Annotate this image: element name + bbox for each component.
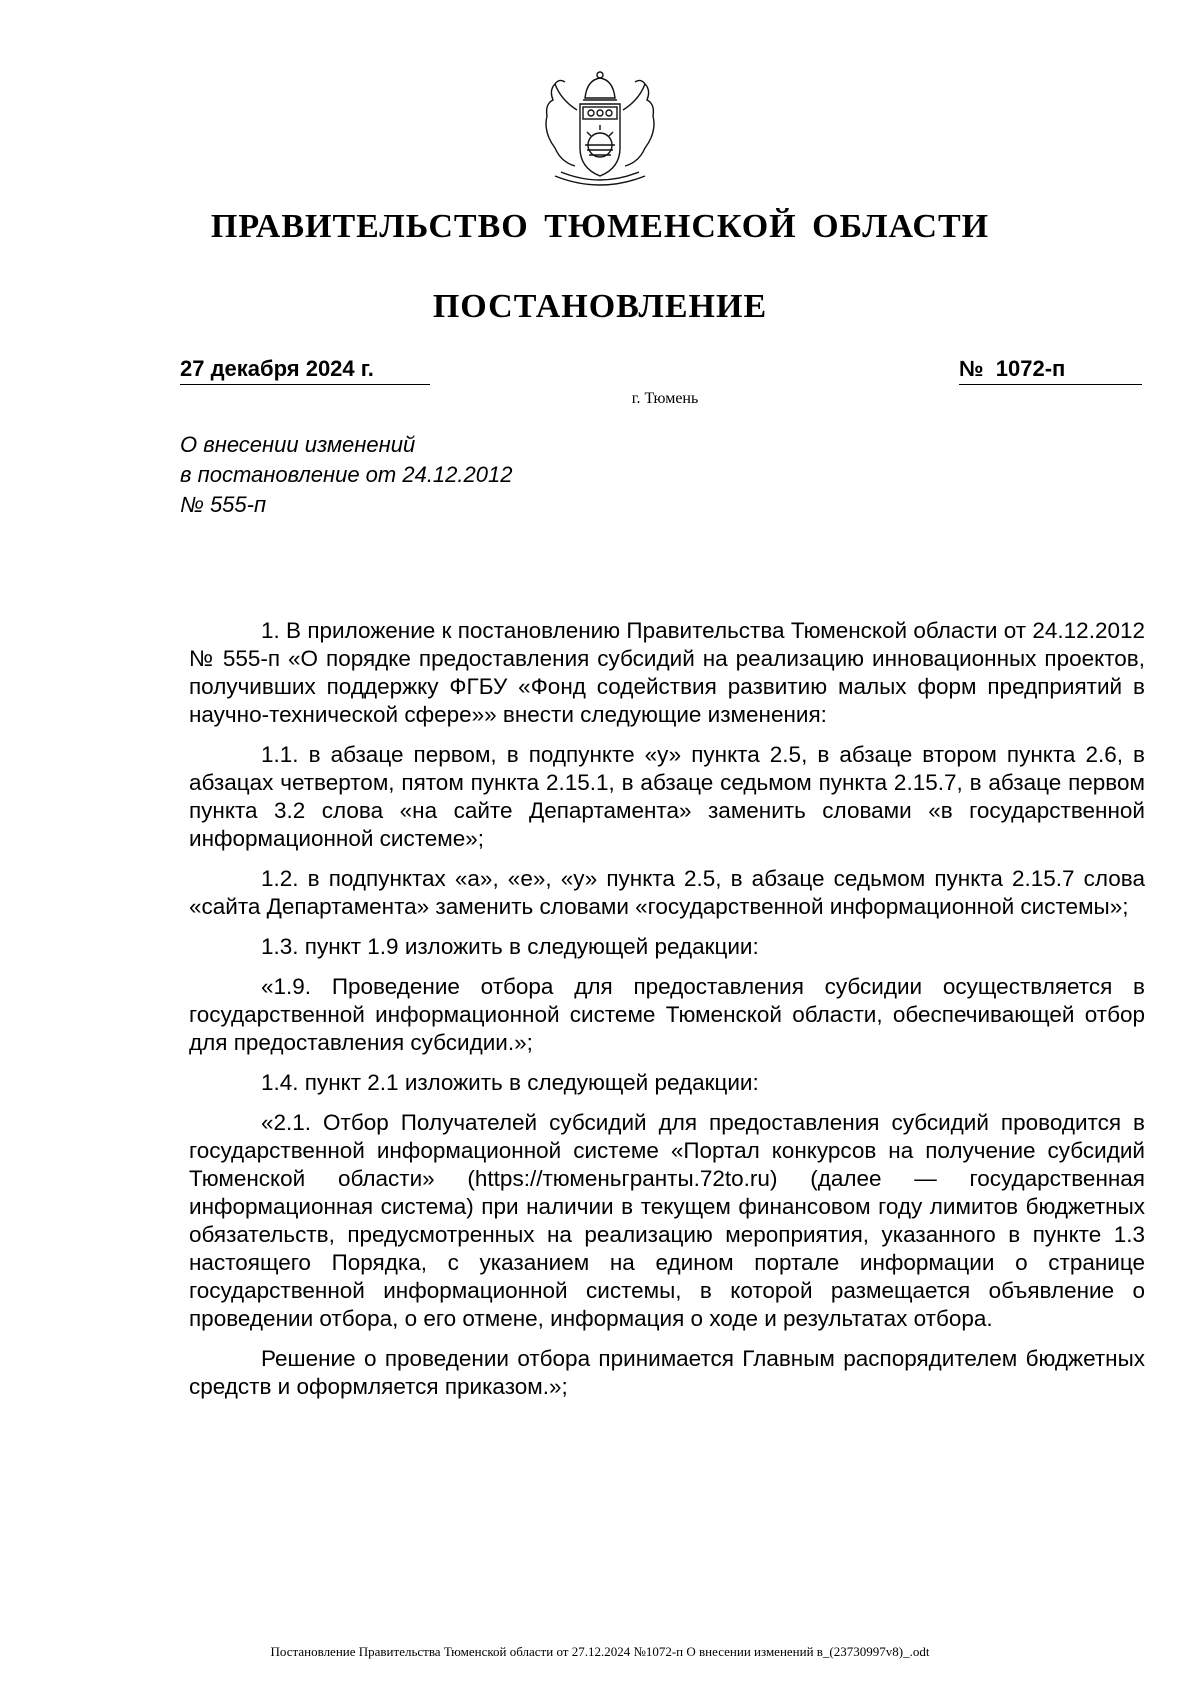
document-number: № 1072-п — [959, 356, 1142, 385]
organization-title: ПРАВИТЕЛЬСТВО ТЮМЕНСКОЙ ОБЛАСТИ — [210, 208, 990, 245]
subject-line: О внесении изменений — [180, 432, 416, 457]
body-paragraph: 1.2. в подпунктах «а», «е», «у» пункта 2.5, в абзаце седьмом пункта 2.15.7 слова «сайта Департамента» заменить словами «государственной информационной системы»; — [189, 866, 1145, 919]
document-footer: Постановление Правительства Тюменской области от 27.12.2024 №1072-п О внесении изменений в_(23730997v8)_.odt — [270, 1644, 930, 1659]
body-paragraph: 1.4. пункт 2.1 изложить в следующей редакции: — [261, 1070, 759, 1095]
body-paragraph: 1.3. пункт 1.9 изложить в следующей редакции: — [261, 934, 759, 959]
subject-line: № 555-п — [180, 492, 267, 517]
document-date: 27 декабря 2024 г. — [180, 356, 430, 385]
body-paragraph: 1. В приложение к постановлению Правительства Тюменской области от 24.12.2012 № 555-п «О порядке предоставления субсидий на реализацию инновационных проектов, получивших поддержку ФГБУ «Фонд содействия развитию малых форм предприятий в научно-технической сфере»» внести следующие изменения: — [189, 618, 1145, 727]
body-paragraph: 1.1. в абзаце первом, в подпункте «у» пункта 2.5, в абзаце втором пункта 2.6, в абзацах четвертом, пятом пункта 2.15.1, в абзаце седьмом пункта 2.15.7, в абзаце первом пункта 3.2 слова «на сайте Департамента» заменить словами «в государственной информационной системе»; — [189, 742, 1145, 851]
body-paragraph: «1.9. Проведение отбора для предоставления субсидии осуществляется в государственной информационной системе Тюменской области, обеспечивающей отбор для предоставления субсидии.»; — [189, 974, 1145, 1055]
document-city: г. Тюмень — [631, 390, 699, 407]
subject-line: в постановление от 24.12.2012 — [180, 462, 513, 487]
coat-of-arms-icon — [525, 70, 675, 195]
document-subject — [180, 430, 700, 520]
body-paragraph: «2.1. Отбор Получателей субсидий для предоставления субсидий проводится в государственной информационной системе «Портал конкурсов на получение субсидий Тюменской области» (https://тюменьгранты.72to.ru) (далее — государственная информационная система) при наличии в текущем финансовом году лимитов бюджетных обязательств, предусмотренных на реализацию мероприятия, указанного в пункте 1.3 настоящего Порядка, с указанием на едином портале информации о странице государственной информационной системы, в которой размещается объявление о проведении отбора, о его отмене, информация о ходе и результатах отбора. — [189, 1110, 1145, 1331]
document-body — [189, 617, 1145, 1413]
document-type-title: ПОСТАНОВЛЕНИЕ — [432, 288, 768, 325]
body-paragraph: Решение о проведении отбора принимается Главным распорядителем бюджетных средств и оформляется приказом.»; — [189, 1346, 1145, 1399]
